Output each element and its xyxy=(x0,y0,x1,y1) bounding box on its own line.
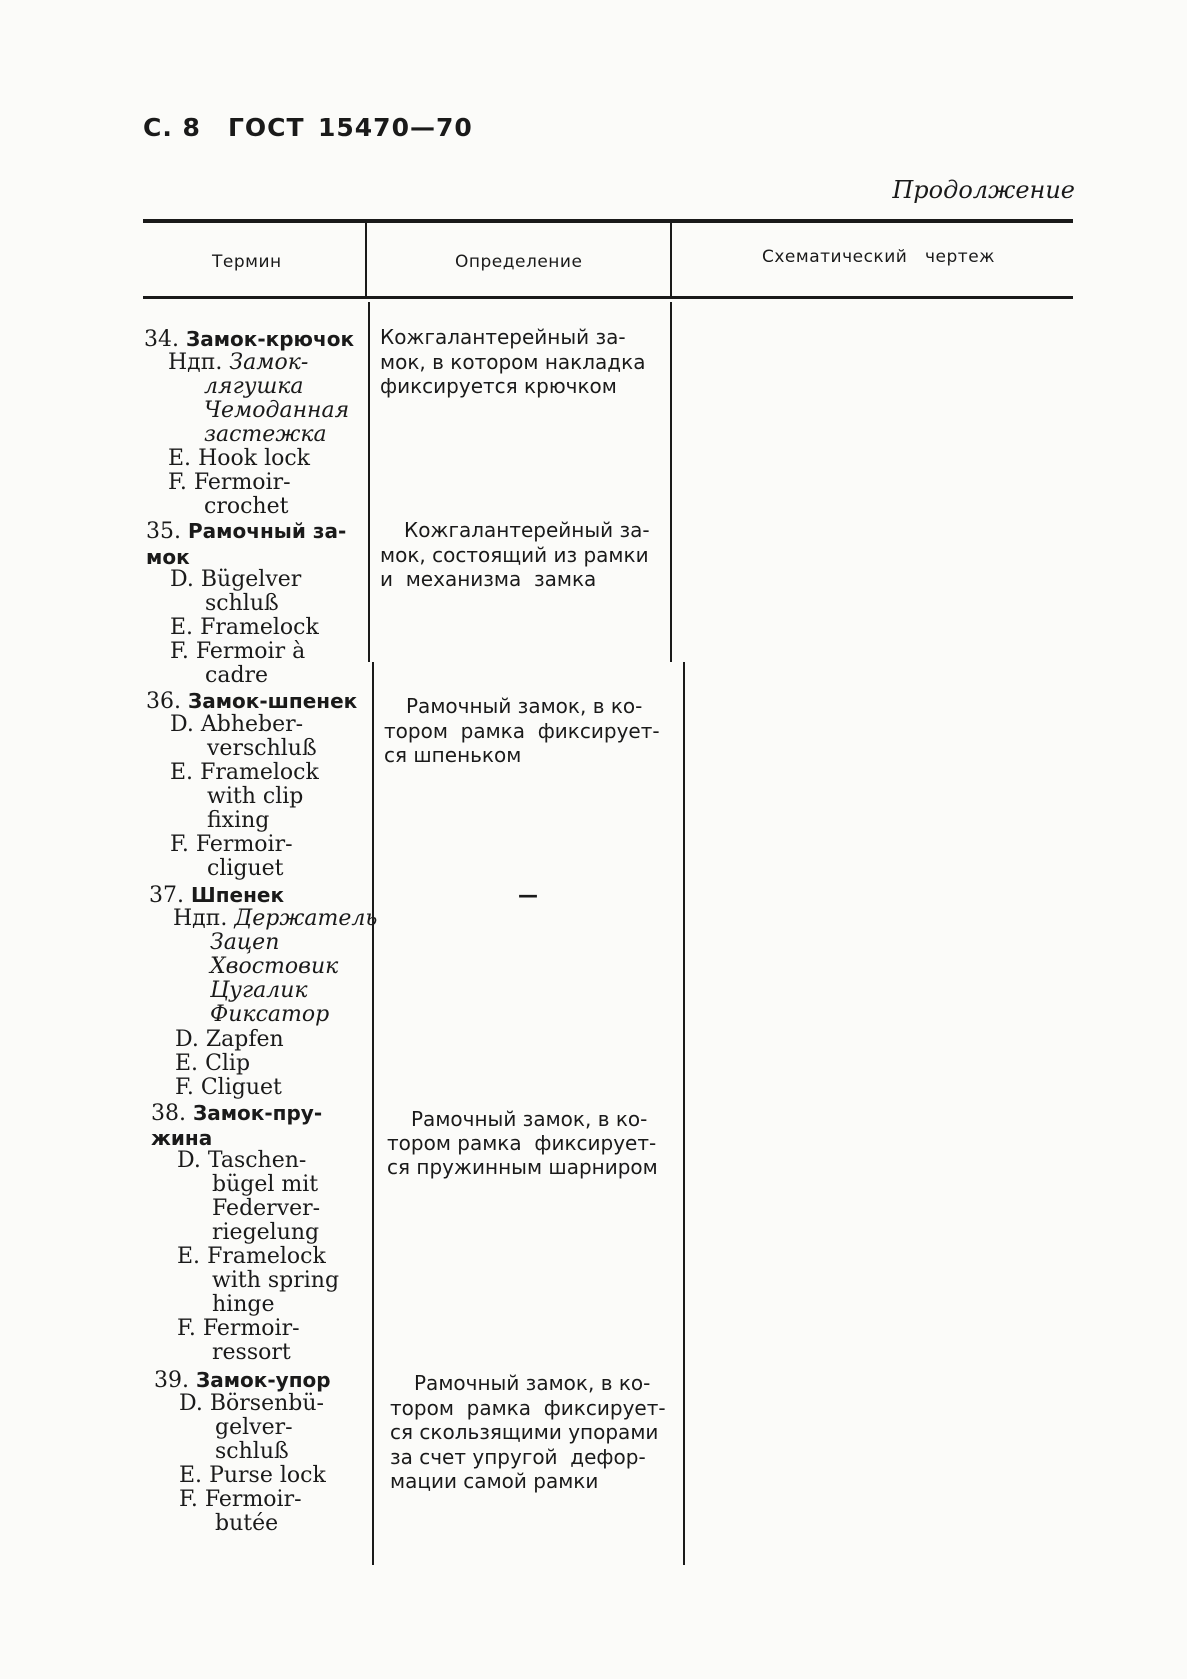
term-heading: 38. Замок-пру- xyxy=(151,1101,323,1126)
lang-continuation: verschluß xyxy=(207,736,317,761)
body-divider-2 xyxy=(670,302,672,662)
column-divider-1 xyxy=(365,222,367,296)
lang-line: E. Framelock xyxy=(177,1244,326,1269)
term-continuation: мок xyxy=(146,545,190,569)
lang-line: E. Framelock xyxy=(170,615,319,640)
lang-continuation: with spring xyxy=(212,1268,340,1293)
ndp-line: Ндп. Замок- xyxy=(168,350,309,375)
term-heading: 35. Рамочный за- xyxy=(146,519,347,544)
lang-continuation: cadre xyxy=(205,663,269,688)
ndp-term: Зацеп xyxy=(210,930,280,955)
lang-continuation: cliguet xyxy=(207,856,284,881)
body-divider-1 xyxy=(368,302,370,662)
lang-line: F. Fermoir à xyxy=(170,639,306,664)
lang-line: D. Abheber- xyxy=(170,712,304,737)
lang-line: E. Purse lock xyxy=(179,1463,326,1488)
definition-line: ся шпеньком xyxy=(384,743,522,767)
definition-line: тором рамка фиксирует- xyxy=(384,719,660,743)
column-header-drawing: Схематический чертеж xyxy=(762,247,995,267)
definition-line: ся скользящими упорами xyxy=(390,1420,659,1444)
lang-line: D. Börsenbü- xyxy=(179,1391,324,1416)
lang-continuation: fixing xyxy=(207,808,270,833)
standard-code: 15470—70 xyxy=(318,113,473,142)
lang-line: F. Fermoir- xyxy=(170,832,293,857)
definition-line: фиксируется крючком xyxy=(380,374,617,398)
definition-line: Кожгалантерейный за- xyxy=(380,325,626,349)
lang-continuation: schluß xyxy=(215,1439,289,1464)
lang-line: F. Fermoir- xyxy=(168,470,291,495)
lang-continuation: schluß xyxy=(205,591,279,616)
term-heading: 36. Замок-шпенек xyxy=(146,689,358,714)
ndp-term: Фиксатор xyxy=(210,1002,330,1027)
lang-continuation: with clip xyxy=(207,784,304,809)
definition-line: Кожгалантерейный за- xyxy=(404,518,650,542)
ndp-term: лягушка xyxy=(204,374,304,399)
table-top-rule xyxy=(143,219,1073,223)
standard-label: ГОСТ xyxy=(228,113,305,142)
column-header-definition: Определение xyxy=(455,252,583,272)
lang-line: F. Cliguet xyxy=(175,1075,282,1100)
definition-line: за счет упругой дефор- xyxy=(390,1445,646,1469)
lang-continuation: Federver- xyxy=(212,1196,321,1221)
term-continuation: жина xyxy=(151,1126,213,1150)
header-bottom-rule xyxy=(143,296,1073,299)
definition-line: мок, состоящий из рамки xyxy=(380,543,649,567)
continuation-label: Продолжение xyxy=(892,176,1075,204)
lang-line: D. Bügelver xyxy=(170,567,302,592)
body-divider-1b xyxy=(372,662,374,1565)
lang-line: E. Hook lock xyxy=(168,446,310,471)
definition-dash: — xyxy=(518,883,538,907)
page-number: С. 8 xyxy=(143,113,201,142)
ndp-term: Хвостовик xyxy=(210,954,339,979)
ndp-term: застежка xyxy=(204,422,327,447)
column-divider-2 xyxy=(670,222,672,296)
column-header-term: Термин xyxy=(212,252,282,272)
body-divider-2b xyxy=(683,662,685,1565)
lang-continuation: hinge xyxy=(212,1292,275,1317)
term-heading: 37. Шпенек xyxy=(149,883,285,908)
definition-line: Рамочный замок, в ко- xyxy=(411,1107,648,1131)
definition-line: мок, в котором накладка xyxy=(380,350,646,374)
definition-line: тором рамка фиксирует- xyxy=(390,1396,666,1420)
definition-line: Рамочный замок, в ко- xyxy=(414,1371,651,1395)
lang-line: F. Fermoir- xyxy=(179,1487,302,1512)
definition-line: ся пружинным шарниром xyxy=(387,1155,658,1179)
definition-line: и механизма замка xyxy=(380,567,597,591)
definition-line: мации самой рамки xyxy=(390,1469,599,1493)
definition-line: Рамочный замок, в ко- xyxy=(406,694,643,718)
lang-line: D. Taschen- xyxy=(177,1148,307,1173)
lang-continuation: riegelung xyxy=(212,1220,320,1245)
lang-continuation: ressort xyxy=(212,1340,291,1365)
lang-continuation: gelver- xyxy=(215,1415,293,1440)
term-heading: 34. Замок-крючок xyxy=(144,327,355,352)
lang-line: F. Fermoir- xyxy=(177,1316,300,1341)
definition-line: тором рамка фиксирует- xyxy=(387,1131,657,1155)
ndp-line: Ндп. Держатель xyxy=(173,906,378,931)
lang-line: E. Framelock xyxy=(170,760,319,785)
lang-continuation: bügel mit xyxy=(212,1172,319,1197)
lang-continuation: butée xyxy=(215,1511,279,1536)
term-heading: 39. Замок-упор xyxy=(154,1368,331,1393)
lang-continuation: crochet xyxy=(204,494,289,519)
lang-line: E. Clip xyxy=(175,1051,251,1076)
lang-line: D. Zapfen xyxy=(175,1027,284,1052)
ndp-term: Цугалик xyxy=(210,978,308,1003)
ndp-term: Чемоданная xyxy=(204,398,350,423)
